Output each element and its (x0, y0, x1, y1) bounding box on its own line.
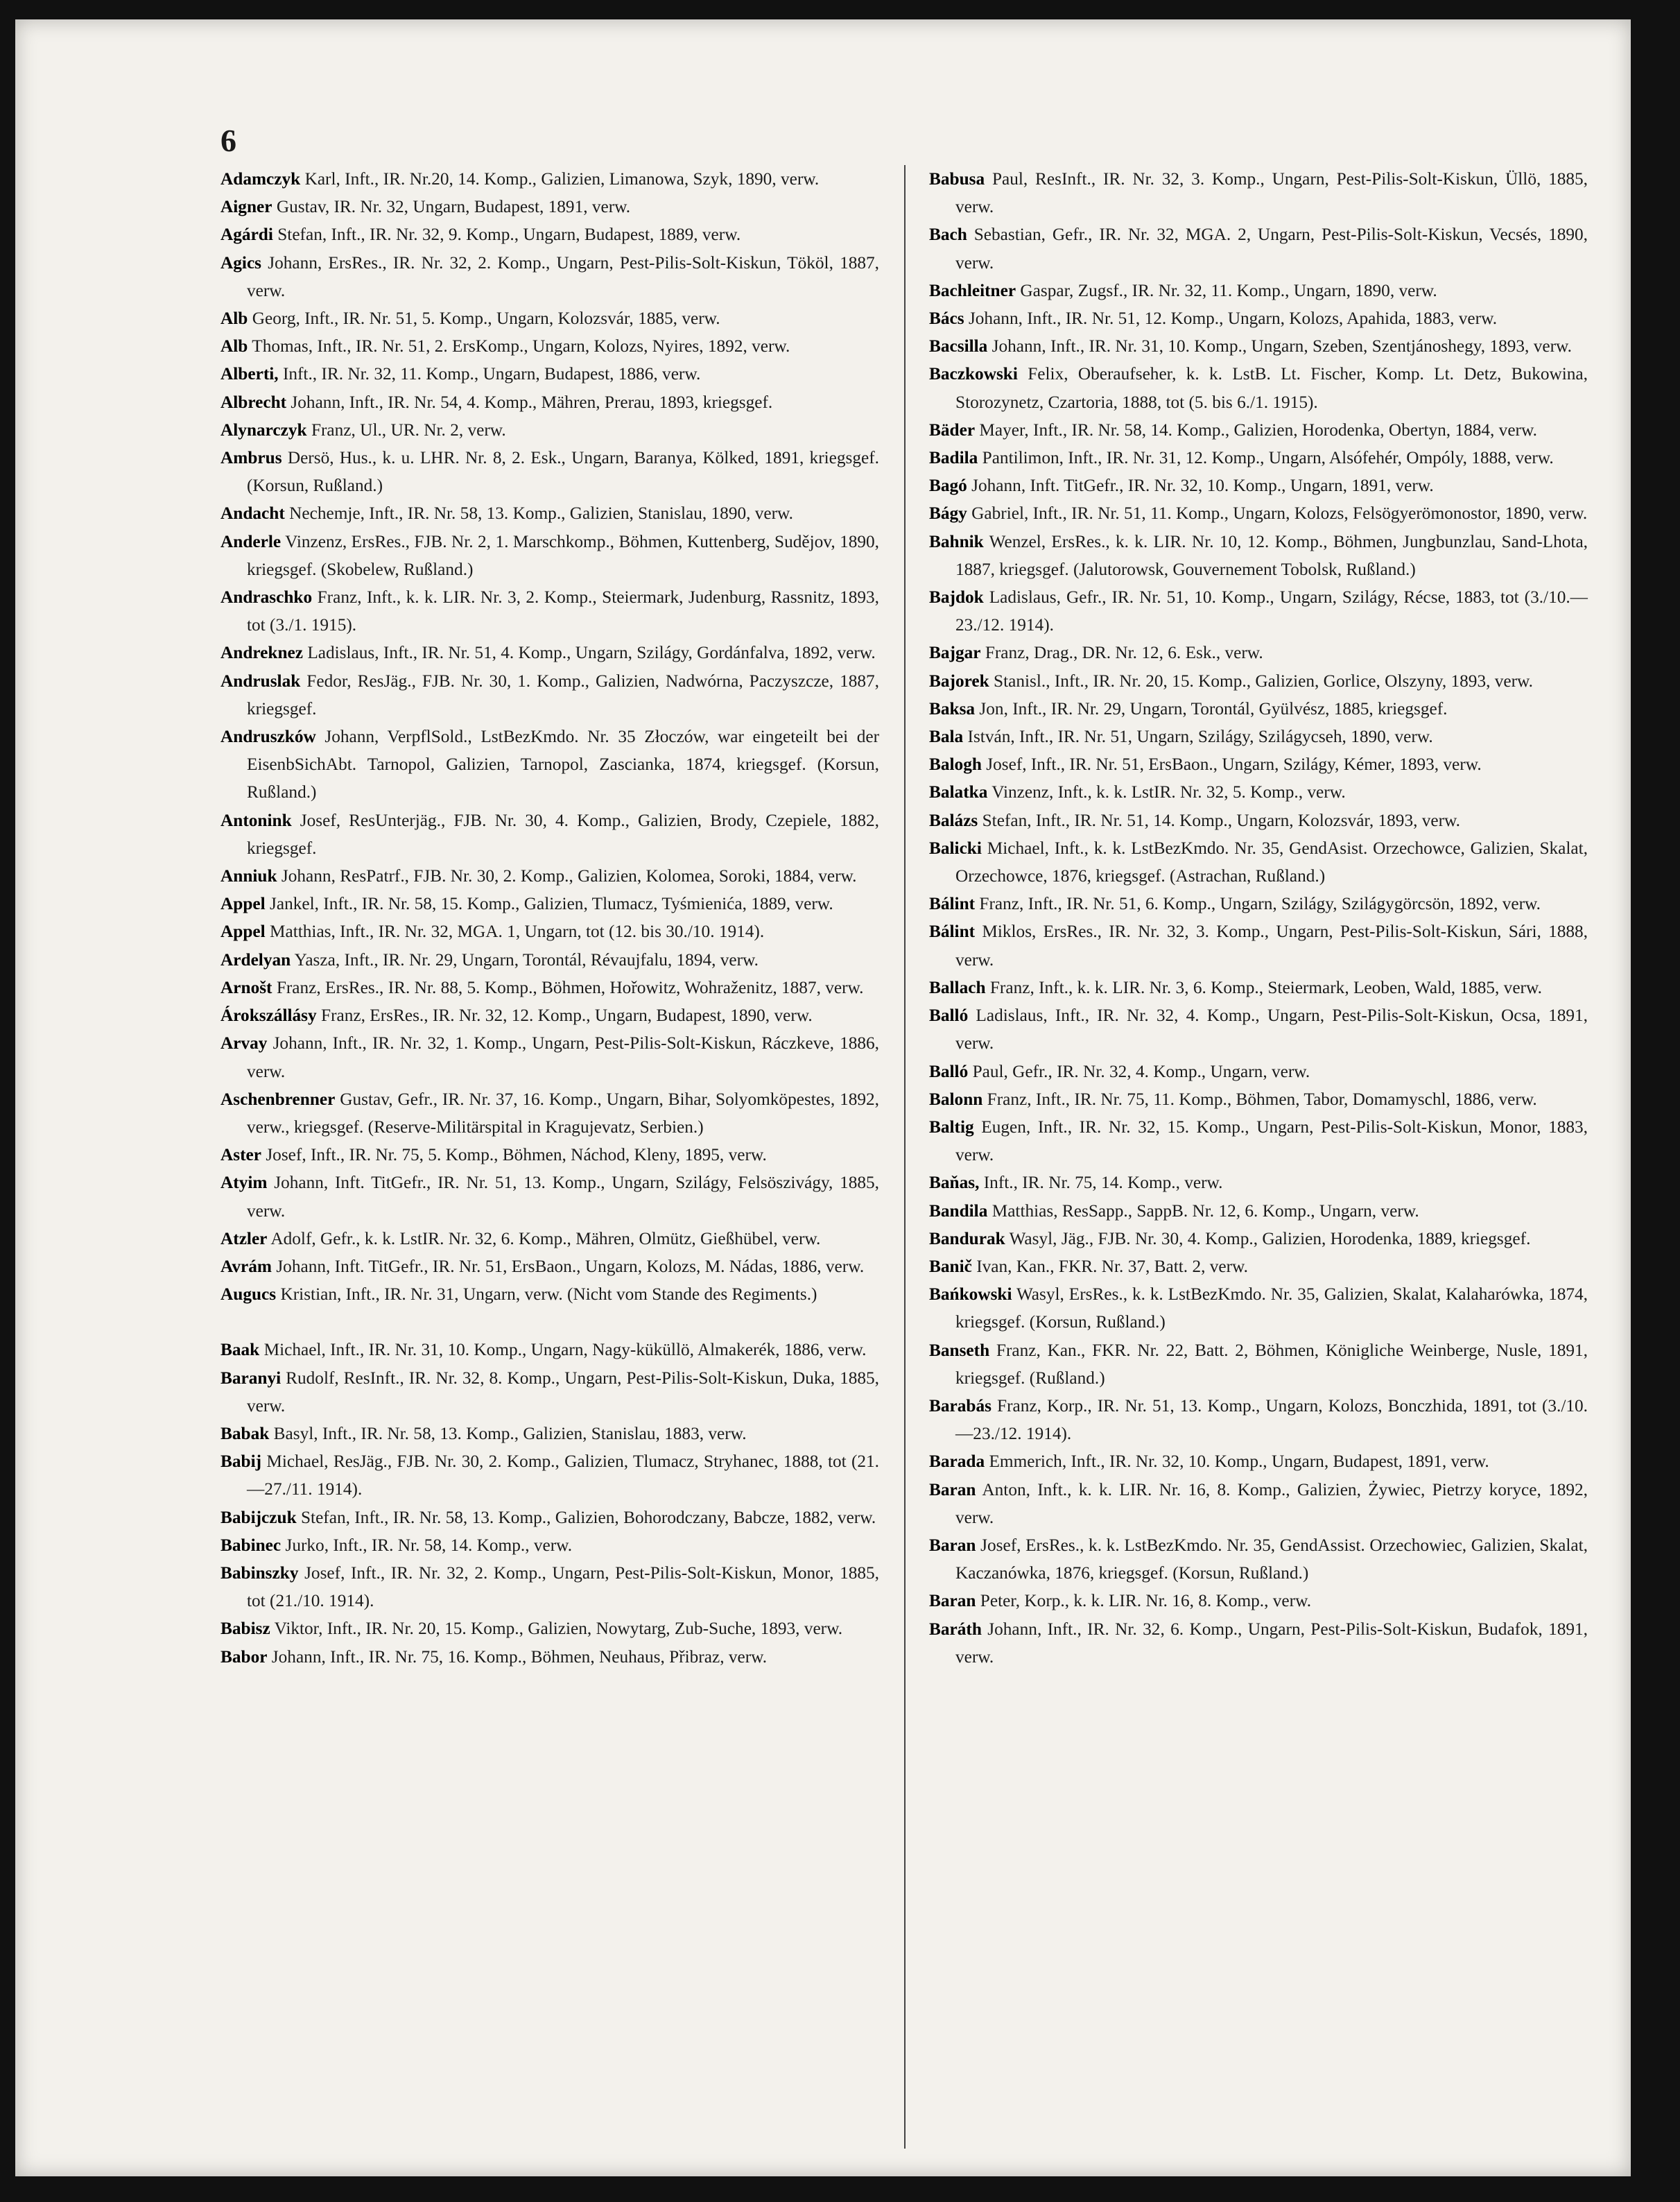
list-entry (929, 778, 1588, 806)
list-entry (220, 807, 879, 862)
entry-details: Kristian, Inft., IR. Nr. 31, Ungarn, verw. (Nicht vom Stande des Regiments.) (280, 1284, 817, 1305)
entry-surname: Babij (220, 1452, 262, 1472)
list-entry (220, 723, 879, 807)
entry-surname: Bach (929, 225, 967, 245)
entry-details: Paul, ResInft., IR. Nr. 32, 3. Komp., Ungarn, Pest-Pilis-Solt-Kiskun, Üllö, 1885, verw. (955, 169, 1588, 217)
entry-surname: Bágy (929, 504, 967, 524)
entry-surname: Bańkowski (929, 1284, 1012, 1305)
entry-surname: Bajdok (929, 587, 984, 608)
entry-surname: Bäder (929, 420, 976, 440)
entry-surname: Bajgar (929, 643, 981, 663)
entry-details: Inft., IR. Nr. 32, 11. Komp., Ungarn, Budapest, 1886, verw. (282, 364, 701, 384)
entry-details: Michael, Inft., IR. Nr. 31, 10. Komp., Ungarn, Nagy-küküllö, Almakerék, 1886, verw. (263, 1340, 867, 1360)
entry-surname: Babor (220, 1646, 268, 1667)
entry-surname: Barada (929, 1452, 985, 1472)
entry-surname: Aschenbrenner (220, 1089, 336, 1109)
list-entry (220, 1085, 879, 1141)
list-entry (929, 1476, 1588, 1531)
list-entry (929, 1058, 1588, 1085)
list-entry (929, 1253, 1588, 1280)
entry-surname: Balicki (929, 838, 982, 858)
list-entry (929, 1113, 1588, 1169)
entry-details: Josef, ResUnterjäg., FJB. Nr. 30, 4. Komp., Galizien, Brody, Czepiele, 1882, kriegsgef. (247, 810, 879, 858)
list-entry (929, 277, 1588, 304)
entry-surname: Balatka (929, 782, 988, 802)
entry-details: Stefan, Inft., IR. Nr. 58, 13. Komp., Galizien, Bohorodczany, Babcze, 1882, verw. (300, 1507, 876, 1527)
list-entry (220, 165, 879, 193)
entry-details: Emmerich, Inft., IR. Nr. 32, 10. Komp., Ungarn, Budapest, 1891, verw. (989, 1452, 1489, 1472)
list-entry (929, 1280, 1588, 1336)
entry-details: Johann, Inft., IR. Nr. 32, 6. Komp., Ungarn, Pest-Pilis-Solt-Kiskun, Budafok, 1891, verw. (955, 1619, 1588, 1667)
entry-surname: Agics (220, 252, 262, 273)
entry-details: Franz, ErsRes., IR. Nr. 32, 12. Komp., Ungarn, Budapest, 1890, verw. (321, 1006, 813, 1026)
entry-details: Pantilimon, Inft., IR. Nr. 31, 12. Komp., Ungarn, Alsófehér, Ompóly, 1888, verw. (982, 448, 1554, 468)
list-entry (220, 862, 879, 890)
entry-details: Vinzenz, ErsRes., FJB. Nr. 2, 1. Marschkomp., Böhmen, Kuttenberg, Sudějov, 1890, kriegsgef. (Skobelew, Rußland.) (247, 531, 880, 579)
entry-details: Stefan, Inft., IR. Nr. 51, 14. Komp., Ungarn, Kolozsvár, 1893, verw. (982, 810, 1460, 830)
list-entry (929, 444, 1588, 472)
entry-details: Adolf, Gefr., k. k. LstIR. Nr. 32, 6. Komp., Mähren, Olmütz, Gießhübel, verw. (270, 1228, 821, 1248)
entry-details: Franz, ErsRes., IR. Nr. 88, 5. Komp., Böhmen, Hořowitz, Wohraženitz, 1887, verw. (276, 977, 864, 997)
list-entry (929, 360, 1588, 415)
list-entry (220, 1420, 879, 1447)
entry-surname: Banseth (929, 1340, 990, 1360)
entry-surname: Babinec (220, 1535, 282, 1555)
entry-surname: Baňas, (929, 1173, 980, 1193)
entry-details: Sebastian, Gefr., IR. Nr. 32, MGA. 2, Ungarn, Pest-Pilis-Solt-Kiskun, Vecsés, 1890, verw. (955, 225, 1588, 273)
entry-details: Johann, Inft. TitGefr., IR. Nr. 32, 10. Komp., Ungarn, 1891, verw. (971, 476, 1434, 496)
entry-details: Franz, Ul., UR. Nr. 2, verw. (311, 420, 506, 440)
list-entry (220, 1253, 879, 1280)
entry-details: Felix, Oberaufseher, k. k. LstB. Lt. Fischer, Komp. Lt. Detz, Bukowina, Storozynetz, Czartoria, 1888, tot (5. bis 6./1. 1915). (955, 364, 1588, 412)
entry-surname: Arvay (220, 1033, 268, 1053)
entry-details: Josef, Inft., IR. Nr. 51, ErsBaon., Ungarn, Szilágy, Kémer, 1893, verw. (986, 755, 1482, 775)
list-entry (929, 1085, 1588, 1113)
entry-details: Ladislaus, Inft., IR. Nr. 51, 4. Komp., Ungarn, Szilágy, Gordánfalva, 1892, verw. (307, 643, 876, 663)
entry-surname: Alberti, (220, 364, 279, 384)
list-entry (929, 695, 1588, 723)
list-entry (220, 1531, 879, 1559)
list-entry (929, 1447, 1588, 1475)
entry-surname: Babusa (929, 169, 985, 189)
list-entry (220, 528, 879, 583)
page-number: 6 (220, 123, 236, 158)
list-entry (220, 249, 879, 304)
entry-details: Viktor, Inft., IR. Nr. 20, 15. Komp., Galizien, Nowytarg, Zub-Suche, 1893, verw. (274, 1619, 843, 1639)
entry-details: Anton, Inft., k. k. LIR. Nr. 16, 8. Komp., Galizien, Żywiec, Pietrzy koryce, 1892, verw. (955, 1479, 1588, 1527)
entry-details: Peter, Korp., k. k. LIR. Nr. 16, 8. Komp., verw. (980, 1591, 1312, 1611)
list-entry (220, 1225, 879, 1253)
entry-surname: Andraschko (220, 587, 313, 608)
entry-details: Georg, Inft., IR. Nr. 51, 5. Komp., Ungarn, Kolozsvár, 1885, verw. (252, 309, 720, 329)
entry-details: Johann, ResPatrf., FJB. Nr. 30, 2. Komp., Galizien, Kolomea, Soroki, 1884, verw. (281, 866, 857, 886)
entry-surname: Alb (220, 336, 248, 356)
list-entry (220, 332, 879, 360)
entry-surname: Andruszków (220, 727, 316, 747)
entry-surname: Bajorek (929, 671, 989, 691)
entry-surname: Bandila (929, 1201, 988, 1221)
entry-surname: Babisz (220, 1619, 270, 1639)
entry-details: Miklos, ErsRes., IR. Nr. 32, 3. Komp., Ungarn, Pest-Pilis-Solt-Kiskun, Sári, 1888, verw. (955, 922, 1588, 970)
list-entry (929, 332, 1588, 360)
entry-details: Johann, Inft. TitGefr., IR. Nr. 51, ErsBaon., Ungarn, Kolozs, M. Nádas, 1886, verw. (276, 1256, 865, 1276)
list-entry (220, 1643, 879, 1671)
entry-details: Dersö, Hus., k. u. LHR. Nr. 8, 2. Esk., Ungarn, Baranya, Kölked, 1891, kriegsgef. (Korsun, Rußland.) (247, 448, 880, 496)
entry-details: Franz, Drag., DR. Nr. 12, 6. Esk., verw. (985, 643, 1263, 663)
entry-details: Jon, Inft., IR. Nr. 29, Ungarn, Torontál, Gyülvész, 1885, kriegsgef. (979, 698, 1448, 719)
entry-surname: Bács (929, 309, 964, 329)
list-entry (220, 583, 879, 639)
entry-details: Inft., IR. Nr. 75, 14. Komp., verw. (983, 1173, 1223, 1193)
entry-details: Wasyl, Jäg., FJB. Nr. 30, 4. Komp., Galizien, Horodenka, 1889, kriegsgef. (1009, 1228, 1531, 1248)
entry-details: Johann, Inft., IR. Nr. 51, 12. Komp., Ungarn, Kolozs, Apahida, 1883, verw. (968, 309, 1498, 329)
entry-surname: Agárdi (220, 225, 273, 245)
entry-details: Matthias, ResSapp., SappB. Nr. 12, 6. Komp., Ungarn, verw. (991, 1201, 1419, 1221)
entry-details: Wasyl, ErsRes., k. k. LstBezKmdo. Nr. 35, Galizien, Skalat, Kalaharówka, 1874, kriegsgef. (Korsun, Rußland.) (955, 1284, 1588, 1332)
entry-details: Yasza, Inft., IR. Nr. 29, Ungarn, Torontál, Révaujfalu, 1894, verw. (294, 949, 759, 970)
entry-details: Stanisl., Inft., IR. Nr. 20, 15. Komp., Galizien, Gorlice, Olszyny, 1893, verw. (994, 671, 1533, 691)
entry-surname: Albrecht (220, 392, 287, 412)
list-entry (220, 499, 879, 527)
entry-surname: Ardelyan (220, 949, 291, 970)
entry-details: Michael, ResJäg., FJB. Nr. 30, 2. Komp., Galizien, Tlumacz, Stryhanec, 1888, tot (21.—27./11. 1914). (247, 1452, 880, 1499)
list-entry (929, 723, 1588, 750)
entry-details: Franz, Inft., IR. Nr. 75, 11. Komp., Böhmen, Tabor, Domamyschl, 1886, verw. (987, 1089, 1537, 1109)
entry-surname: Bala (929, 727, 964, 747)
list-entry (220, 1029, 879, 1085)
column-divider (904, 165, 906, 2149)
entry-details: Johann, ErsRes., IR. Nr. 32, 2. Komp., Ungarn, Pest-Pilis-Solt-Kiskun, Tököl, 1887, verw. (247, 252, 879, 300)
entry-details: István, Inft., IR. Nr. 51, Ungarn, Szilágy, Szilágycseh, 1890, verw. (967, 727, 1433, 747)
list-entry (929, 583, 1588, 639)
list-entry (220, 890, 879, 918)
entry-details: Johann, Inft., IR. Nr. 54, 4. Komp., Mähren, Prerau, 1893, kriegsgef. (291, 392, 773, 412)
list-entry (929, 918, 1588, 973)
entry-surname: Andruslak (220, 671, 301, 691)
entry-details: Franz, Inft., k. k. LIR. Nr. 3, 6. Komp., Steiermark, Leoben, Wald, 1885, verw. (989, 977, 1542, 997)
entry-surname: Bahnik (929, 531, 984, 551)
list-entry (220, 1336, 879, 1364)
entry-surname: Babinszky (220, 1563, 299, 1583)
entry-details: Matthias, Inft., IR. Nr. 32, MGA. 1, Ungarn, tot (12. bis 30./10. 1914). (270, 922, 765, 942)
list-entry (220, 416, 879, 444)
list-entry (220, 1447, 879, 1503)
list-entry (929, 1169, 1588, 1196)
list-entry (929, 499, 1588, 527)
list-entry (929, 639, 1588, 666)
entry-details: Basyl, Inft., IR. Nr. 58, 13. Komp., Galizien, Stanislau, 1883, verw. (273, 1423, 747, 1443)
list-entry (220, 1169, 879, 1224)
list-entry (220, 946, 879, 974)
list-entry (929, 974, 1588, 1001)
section-gap (220, 1308, 879, 1336)
left-column (220, 165, 879, 1671)
list-entry (220, 444, 879, 499)
entry-surname: Adamczyk (220, 169, 301, 189)
entry-details: Johann, Inft. TitGefr., IR. Nr. 51, 13. Komp., Ungarn, Szilágy, Felsöszivágy, 1885, verw. (247, 1173, 879, 1221)
entry-details: Thomas, Inft., IR. Nr. 51, 2. ErsKomp., Ungarn, Kolozs, Nyires, 1892, verw. (252, 336, 790, 356)
entry-surname: Balázs (929, 810, 978, 830)
entry-surname: Appel (220, 922, 266, 942)
list-entry (929, 667, 1588, 695)
entry-details: Mayer, Inft., IR. Nr. 58, 14. Komp., Galizien, Horodenka, Obertyn, 1884, verw. (979, 420, 1537, 440)
entry-surname: Baran (929, 1591, 976, 1611)
entry-details: Wenzel, ErsRes., k. k. LIR. Nr. 10, 12. Komp., Böhmen, Jungbunzlau, Sand-Lhota, 1887, kriegsgef. (Jalutorowsk, Gouvernement Tobolsk, Rußland.) (955, 531, 1588, 579)
entry-details: Vinzenz, Inft., k. k. LstIR. Nr. 32, 5. Komp., verw. (991, 782, 1346, 802)
entry-surname: Bálint (929, 894, 976, 914)
entry-details: Johann, VerpflSold., LstBezKmdo. Nr. 35 Złoczów, war eingeteilt bei der EisenbSichAbt. Tarnopol, Galizien, Tarnopol, Zascianka, 1874, kriegsgef. (Korsun, Rußland.) (247, 727, 880, 802)
list-entry (929, 1336, 1588, 1392)
list-entry (929, 890, 1588, 918)
entry-surname: Árokszállásy (220, 1006, 317, 1026)
list-entry (929, 1225, 1588, 1253)
entry-surname: Appel (220, 894, 266, 914)
entry-surname: Badila (929, 448, 978, 468)
entry-surname: Augucs (220, 1284, 277, 1305)
entry-details: Paul, Gefr., IR. Nr. 32, 4. Komp., Ungarn, verw. (972, 1061, 1310, 1081)
list-entry (929, 221, 1588, 276)
entry-details: Johann, Inft., IR. Nr. 75, 16. Komp., Böhmen, Neuhaus, Přibraz, verw. (271, 1646, 768, 1667)
list-entry (929, 1392, 1588, 1447)
entry-details: Ivan, Kan., FKR. Nr. 37, Batt. 2, verw. (976, 1256, 1249, 1276)
entry-surname: Baksa (929, 698, 976, 719)
entry-details: Ladislaus, Inft., IR. Nr. 32, 4. Komp., Ungarn, Pest-Pilis-Solt-Kiskun, Ocsa, 1891, verw. (955, 1006, 1588, 1053)
list-entry (220, 1001, 879, 1029)
entry-details: Johann, Inft., IR. Nr. 31, 10. Komp., Ungarn, Szeben, Szentjánoshegy, 1893, verw. (991, 336, 1572, 356)
entry-details: Franz, Inft., k. k. LIR. Nr. 3, 2. Komp., Steiermark, Judenburg, Rassnitz, 1893, tot (3./1. 1915). (247, 587, 879, 635)
entry-surname: Andreknez (220, 643, 303, 663)
list-entry (929, 1587, 1588, 1615)
entry-surname: Baranyi (220, 1368, 282, 1388)
entry-details: Karl, Inft., IR. Nr.20, 14. Komp., Galizien, Limanowa, Szyk, 1890, verw. (304, 169, 820, 189)
entry-surname: Babijczuk (220, 1507, 297, 1527)
entry-surname: Atzler (220, 1228, 268, 1248)
entry-details: Franz, Kan., FKR. Nr. 22, Batt. 2, Böhmen, Königliche Weinberge, Nusle, 1891, kriegsgef. (Rußland.) (955, 1340, 1588, 1388)
list-entry (220, 667, 879, 723)
list-entry (929, 165, 1588, 221)
list-entry (929, 528, 1588, 583)
entry-details: Eugen, Inft., IR. Nr. 32, 15. Komp., Ungarn, Pest-Pilis-Solt-Kiskun, Monor, 1883, verw. (955, 1117, 1588, 1165)
entry-surname: Arnošt (220, 977, 272, 997)
list-entry (220, 639, 879, 666)
entry-details: Gustav, IR. Nr. 32, Ungarn, Budapest, 1891, verw. (276, 197, 631, 217)
list-entry (929, 416, 1588, 444)
list-entry (220, 360, 879, 388)
right-column (929, 165, 1588, 1671)
entry-surname: Balló (929, 1006, 969, 1026)
entry-details: Rudolf, ResInft., IR. Nr. 32, 8. Komp., Ungarn, Pest-Pilis-Solt-Kiskun, Duka, 1885, verw. (247, 1368, 879, 1416)
entry-surname: Baczkowski (929, 364, 1018, 384)
entry-surname: Baran (929, 1535, 976, 1555)
entry-details: Gaspar, Zugsf., IR. Nr. 32, 11. Komp., Ungarn, 1890, verw. (1020, 280, 1437, 300)
list-entry (220, 1559, 879, 1615)
list-entry (220, 1615, 879, 1642)
entry-surname: Babak (220, 1423, 270, 1443)
entry-surname: Baak (220, 1340, 260, 1360)
entry-surname: Baráth (929, 1619, 982, 1639)
list-entry (929, 304, 1588, 332)
entry-details: Gabriel, Inft., IR. Nr. 51, 11. Komp., Ungarn, Kolozs, Felsögyerömonostor, 1890, verw. (971, 504, 1588, 524)
entry-surname: Balonn (929, 1089, 983, 1109)
list-entry (220, 304, 879, 332)
entry-surname: Alynarczyk (220, 420, 307, 440)
list-entry (220, 1280, 879, 1308)
entry-surname: Bachleitner (929, 280, 1016, 300)
list-entry (929, 807, 1588, 834)
entry-details: Ladislaus, Gefr., IR. Nr. 51, 10. Komp., Ungarn, Szilágy, Récse, 1883, tot (3./10.—23./12. 1914). (955, 587, 1588, 635)
entry-surname: Bacsilla (929, 336, 988, 356)
entry-surname: Baltig (929, 1117, 974, 1137)
list-entry (220, 388, 879, 416)
entry-surname: Aigner (220, 197, 272, 217)
entry-details: Gustav, Gefr., IR. Nr. 37, 16. Komp., Ungarn, Bihar, Solyomköpestes, 1892, verw., kriegsgef. (Reserve-Militärspital in Kragujevatz, Serbien.) (247, 1089, 879, 1137)
entry-surname: Barabás (929, 1395, 991, 1416)
entry-details: Jurko, Inft., IR. Nr. 58, 14. Komp., verw. (285, 1535, 573, 1555)
list-entry (929, 1197, 1588, 1225)
entry-surname: Alb (220, 309, 248, 329)
entry-details: Jankel, Inft., IR. Nr. 58, 15. Komp., Galizien, Tlumacz, Tyśmienića, 1889, verw. (270, 894, 833, 914)
entry-details: Michael, Inft., k. k. LstBezKmdo. Nr. 35, GendAsist. Orzechowce, Galizien, Skalat, Orzechowce, 1876, kriegsgef. (Astrachan, Rußland.) (955, 838, 1588, 886)
list-entry (220, 974, 879, 1001)
entry-details: Franz, Korp., IR. Nr. 51, 13. Komp., Ungarn, Kolozs, Bonczhida, 1891, tot (3./10.—23./12. 1914). (955, 1395, 1588, 1444)
entry-surname: Atyim (220, 1173, 268, 1193)
entry-surname: Bagó (929, 476, 967, 496)
entry-details: Stefan, Inft., IR. Nr. 32, 9. Komp., Ungarn, Budapest, 1889, verw. (277, 225, 741, 245)
entry-details: Johann, Inft., IR. Nr. 32, 1. Komp., Ungarn, Pest-Pilis-Solt-Kiskun, Ráczkeve, 1886, verw. (247, 1033, 880, 1081)
list-entry (929, 1001, 1588, 1057)
entry-surname: Avrám (220, 1256, 272, 1276)
entry-surname: Bálint (929, 922, 976, 942)
entry-surname: Aster (220, 1145, 261, 1165)
entry-surname: Bandurak (929, 1228, 1005, 1248)
entry-surname: Anderle (220, 531, 282, 551)
entry-details: Nechemje, Inft., IR. Nr. 58, 13. Komp., Galizien, Stanislau, 1890, verw. (289, 504, 794, 524)
entry-details: Franz, Inft., IR. Nr. 51, 6. Komp., Ungarn, Szilágy, Szilágygörcsön, 1892, verw. (979, 894, 1541, 914)
list-entry (220, 1504, 879, 1531)
list-entry (929, 834, 1588, 890)
list-entry (220, 221, 879, 248)
entry-surname: Andacht (220, 504, 285, 524)
list-entry (220, 1141, 879, 1169)
list-entry (929, 750, 1588, 778)
entry-details: Josef, Inft., IR. Nr. 75, 5. Komp., Böhmen, Náchod, Kleny, 1895, verw. (266, 1145, 767, 1165)
entry-details: Josef, ErsRes., k. k. LstBezKmdo. Nr. 35, GendAssist. Orzechowiec, Galizien, Skalat, Kaczanówka, 1876, kriegsgef. (Korsun, Rußland.) (955, 1535, 1588, 1583)
entry-surname: Banič (929, 1256, 972, 1276)
list-entry (929, 1531, 1588, 1587)
list-entry (220, 1364, 879, 1420)
entry-surname: Balló (929, 1061, 969, 1081)
scanned-page (15, 19, 1631, 2176)
entry-surname: Ambrus (220, 448, 282, 468)
list-entry (929, 1615, 1588, 1671)
list-entry (220, 193, 879, 221)
list-entry (220, 918, 879, 945)
entry-surname: Antonink (220, 810, 292, 830)
entry-surname: Anniuk (220, 866, 277, 886)
entry-surname: Ballach (929, 977, 986, 997)
entry-surname: Baran (929, 1479, 976, 1499)
entry-details: Fedor, ResJäg., FJB. Nr. 30, 1. Komp., Galizien, Nadwórna, Paczyszcze, 1887, kriegsgef. (247, 671, 879, 719)
list-entry (929, 472, 1588, 499)
entry-surname: Balogh (929, 755, 982, 775)
entry-details: Josef, Inft., IR. Nr. 32, 2. Komp., Ungarn, Pest-Pilis-Solt-Kiskun, Monor, 1885, tot (21./10. 1914). (247, 1563, 879, 1611)
